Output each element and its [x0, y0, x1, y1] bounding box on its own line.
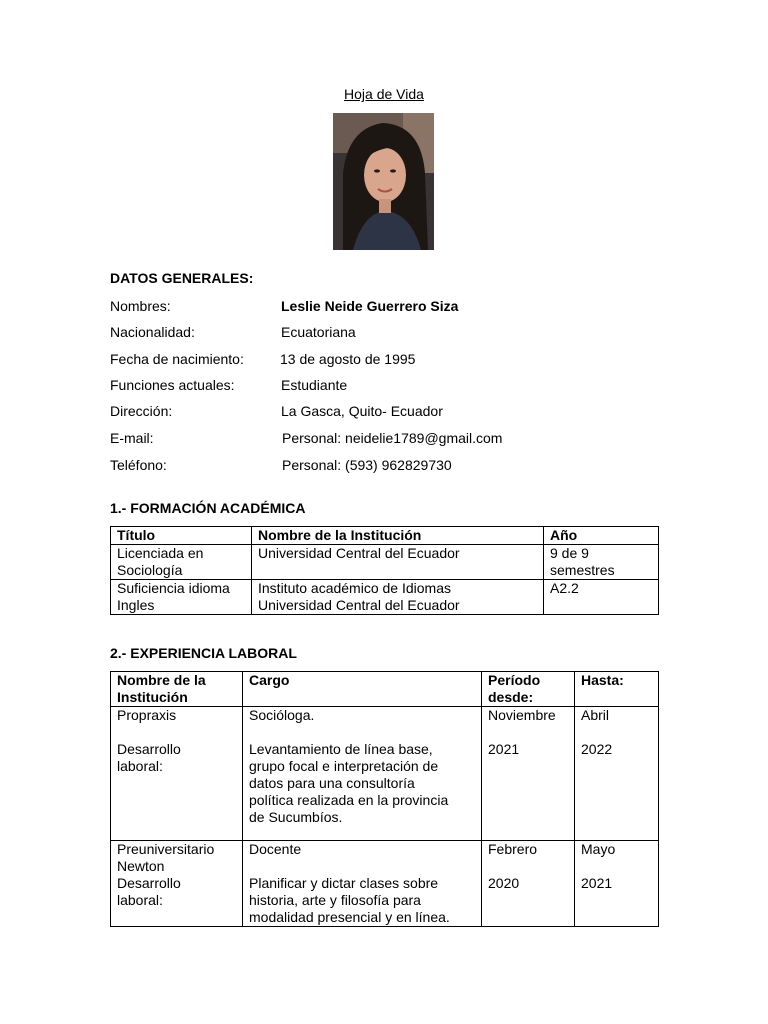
degree-year: 9 de 9 semestres	[544, 545, 659, 580]
info-row-direccion	[110, 403, 658, 423]
role-title: Socióloga.	[249, 707, 315, 723]
period-from: Noviembre	[488, 707, 556, 723]
info-label: E-mail:	[110, 430, 154, 446]
period-to-year: 2022	[581, 741, 613, 757]
profile-photo	[333, 113, 434, 250]
table-row	[111, 580, 659, 615]
info-label: Nombres:	[110, 298, 171, 314]
general-data-heading: DATOS GENERALES:	[110, 270, 254, 286]
period-to: Abril	[581, 707, 610, 723]
info-value: Leslie Neide Guerrero Siza	[281, 298, 459, 314]
info-row-nombres	[110, 298, 658, 318]
column-header: Hasta:	[575, 672, 659, 707]
period-to-year: 2021	[581, 875, 613, 891]
email-value: Personal: neidelie1789@gmail.com	[282, 430, 503, 446]
column-header: Período desde:	[482, 672, 575, 707]
table-header-row	[111, 527, 659, 545]
info-row-nacionalidad	[110, 324, 658, 344]
column-header: Año	[544, 527, 659, 545]
info-value: Ecuatoriana	[281, 324, 356, 340]
development-label: Desarrollo laboral:	[117, 875, 181, 908]
development-label: Desarrollo laboral:	[117, 741, 181, 774]
role-description: Levantamiento de línea base, grupo focal e interpretación de datos para una consultoría política realizada en la provincia de Sucumbíos.	[249, 741, 449, 825]
institution-name: Propraxis	[117, 707, 177, 723]
phone-value: Personal: (593) 962829730	[282, 457, 452, 473]
info-value: Estudiante	[281, 377, 348, 393]
column-header: Título	[111, 527, 252, 545]
info-label: Dirección:	[110, 403, 173, 419]
info-value: La Gasca, Quito- Ecuador	[281, 403, 443, 419]
table-row	[111, 707, 659, 841]
table-row	[111, 841, 659, 927]
period-from-year: 2021	[488, 741, 520, 757]
role-title: Docente	[249, 841, 302, 857]
info-label: Nacionalidad:	[110, 324, 195, 340]
period-from: Febrero	[488, 841, 538, 857]
institution-name: Instituto académico de Idiomas Universidad Central del Ecuador	[252, 580, 544, 615]
info-label: Funciones actuales:	[110, 377, 235, 393]
info-row-telefono	[110, 457, 658, 477]
table-header-row	[111, 672, 659, 707]
table-row	[111, 545, 659, 580]
education-table	[110, 526, 659, 615]
info-label: Fecha de nacimiento:	[110, 351, 244, 367]
education-heading: 1.- FORMACIÓN ACADÉMICA	[110, 500, 306, 516]
info-row-fecha-nacimiento	[110, 351, 658, 371]
experience-table	[110, 671, 659, 927]
period-to: Mayo	[581, 841, 616, 857]
degree-year: A2.2	[544, 580, 659, 615]
degree-title: Suficiencia idioma Ingles	[111, 580, 252, 615]
role-description: Planificar y dictar clases sobre historia, arte y filosofía para modalidad presencial y en línea.	[249, 875, 450, 925]
experience-heading: 2.- EXPERIENCIA LABORAL	[110, 645, 297, 661]
column-header: Nombre de la Institución	[111, 672, 243, 707]
document-title: Hoja de Vida	[344, 86, 424, 102]
degree-title: Licenciada en Sociología	[111, 545, 252, 580]
institution-name: Universidad Central del Ecuador	[252, 545, 544, 580]
info-row-funciones	[110, 377, 658, 397]
column-header: Cargo	[243, 672, 482, 707]
period-from-year: 2020	[488, 875, 520, 891]
info-row-email	[110, 430, 658, 450]
column-header: Nombre de la Institución	[252, 527, 544, 545]
info-value: 13 de agosto de 1995	[280, 351, 416, 367]
institution-name: Preuniversitario Newton	[117, 841, 215, 874]
info-label: Teléfono:	[110, 457, 167, 473]
